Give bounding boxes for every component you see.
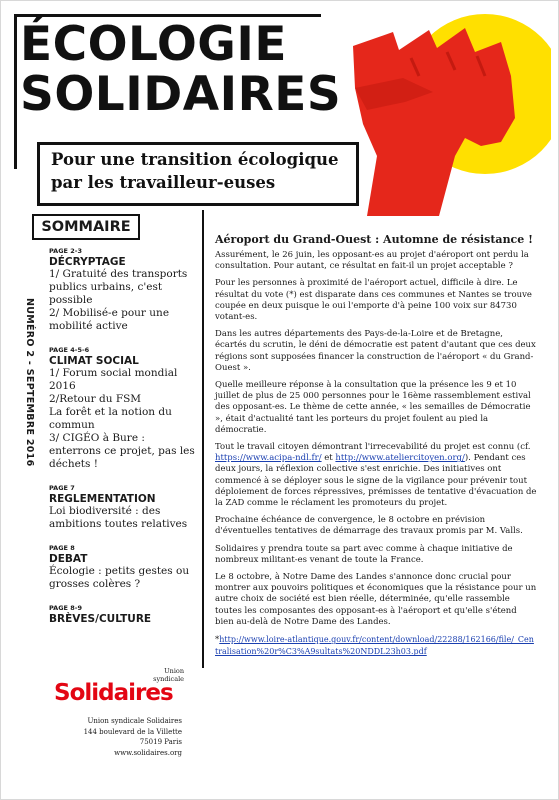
ateliercitoyen-link[interactable]: http://www.ateliercitoyen.org/ xyxy=(335,453,465,464)
union-line: Union xyxy=(164,667,184,675)
paragraph-text: et xyxy=(321,453,336,464)
toc-item: 3/ CIGÉO à Bure : enterrons ce projet, pas les déchets ! xyxy=(49,432,195,470)
toc-page: PAGE 7 xyxy=(49,484,75,492)
toc-page: PAGE 8-9 xyxy=(49,604,82,612)
summary-title: SOMMAIRE xyxy=(32,214,140,240)
toc-item: 1/ Gratuité des transports publics urbains, c'est possible xyxy=(49,268,188,306)
article-paragraph: Dans les autres départements des Pays-de-la-Loire et de Bretagne, écartés du scrutin, le déni de démocratie est patent d'autant que ces deux régions sont supposées financer la construction de l'aéroport « du Grand-Ouest ». xyxy=(215,329,536,373)
toc-item: Écologie : petits gestes ou grosses colères ? xyxy=(49,565,190,590)
toc-heading: DÉCRYPTAGE xyxy=(49,256,126,268)
toc-item: Loi biodiversité : des ambitions toutes relatives xyxy=(49,505,188,530)
address-line: 144 boulevard de la Villette xyxy=(83,727,182,736)
paragraph-text: ). Pendant ces deux jours, la réflexion collective s'est enrichie. Des initiatives ont commencé à se déployer sous le signe de la vigilance pour prévenir tout déploiement de forces répressives, prémisses de tentative d'évacuation de la ZAD comme le réclament les promoteurs du projet. xyxy=(215,453,537,509)
toc-page: PAGE 4-5-6 xyxy=(49,346,90,354)
toc-heading: CLIMAT SOCIAL xyxy=(49,355,139,367)
article-paragraph: Assurément, le 26 juin, les opposant-es au projet d'aéroport ont perdu la consultation. Pour autant, ce résultat en fait-il un projet acceptable ? xyxy=(215,250,529,272)
fist-shape xyxy=(353,28,515,216)
footnote-star: * xyxy=(215,635,220,646)
table-of-contents xyxy=(49,247,199,638)
toc-heading: BRÈVES/CULTURE xyxy=(49,613,152,625)
toc-item: 1/ Forum social mondial 2016 xyxy=(49,367,178,392)
address-block xyxy=(60,716,182,758)
toc-section-decryptage xyxy=(49,247,199,333)
article-paragraph: Prochaine échéance de convergence, le 8 octobre en prévision d'éventuelles tentatives de démarrage des travaux promis par M. Valls. xyxy=(215,515,523,537)
article-paragraph-links xyxy=(215,442,537,509)
page-title xyxy=(20,17,342,122)
article-paragraph: Le 8 octobre, à Notre Dame des Landes s'annonce donc crucial pour montrer aux pouvoirs politiques et économiques que la résistance pour un autre choix de société est bien réelle, déterminée, qu'elle rassemble toutes les composantes des opposant-es à l'aéroport et qu'elle s'étend bien au-delà de Notre Dame des Landes. xyxy=(215,572,537,627)
solidaires-logo: Solidaires xyxy=(54,680,173,706)
address-line: 75019 Paris xyxy=(139,738,182,746)
syndicale-line: syndicale xyxy=(153,675,184,683)
toc-page: PAGE 2-3 xyxy=(49,247,82,255)
page-subtitle xyxy=(51,148,339,194)
toc-heading: REGLEMENTATION xyxy=(49,493,156,505)
article-body xyxy=(215,250,537,665)
toc-heading: DEBAT xyxy=(49,553,88,565)
results-link[interactable]: http://www.loire-atlantique.gouv.fr/content/download/22288/162166/file/_Centralisation%20r%C3%A9sultats%20NDDL23h03.pdf xyxy=(215,635,534,657)
toc-section-debat xyxy=(49,544,199,591)
title-line-2: SOLIDAIRES xyxy=(20,67,342,122)
address-line: Union syndicale Solidaires xyxy=(87,717,182,725)
toc-page: PAGE 8 xyxy=(49,544,75,552)
issue-label: NUMÉRO 2 - SEPTEMBRE 2016 xyxy=(24,298,35,467)
toc-item: 2/ Mobilisé-e pour une mobilité active xyxy=(49,307,170,332)
toc-section-reglementation xyxy=(49,484,199,531)
title-line-1: ÉCOLOGIE xyxy=(20,17,287,72)
subtitle-line-2: par les travailleur-euses xyxy=(51,173,276,192)
article-paragraph: Solidaires y prendra toute sa part avec comme à chaque initiative de nombreux militant-es venant de toute la France. xyxy=(215,543,513,565)
toc-item: 2/Retour du FSM xyxy=(49,393,142,405)
acipa-link[interactable]: https://www.acipa-ndl.fr/ xyxy=(215,453,322,464)
toc-item: La forêt et la notion du commun xyxy=(49,406,172,431)
footnote xyxy=(215,634,537,658)
toc-section-climat-social xyxy=(49,346,199,471)
subtitle-line-1: Pour une transition écologique xyxy=(51,150,339,169)
toc-section-breves xyxy=(49,604,199,625)
article-paragraph: Quelle meilleure réponse à la consultation que la présence les 9 et 10 juillet de plus de 25 000 personnes pour le 16ème rassemblement estival des opposant-es. Le thème de cette année, « les semailles de Démocratie », était d'actualité tant les porteurs du projet foulent au pied la démocratie. xyxy=(215,380,531,435)
article-title: Aéroport du Grand-Ouest : Automne de résistance ! xyxy=(215,233,533,246)
article-paragraph: Pour les personnes à proximité de l'aéroport actuel, difficile à dire. Le résultat du vote (*) est disparate dans ces communes et Nantes se trouve coupée en deux puisque le oui l'emporte d'à peine 100 voix sur 84730 votant-es. xyxy=(215,278,532,323)
address-line: www.solidaires.org xyxy=(114,748,182,757)
paragraph-text: Tout le travail citoyen démontrant l'irrecevabilité du projet est connu (cf. xyxy=(215,442,531,453)
